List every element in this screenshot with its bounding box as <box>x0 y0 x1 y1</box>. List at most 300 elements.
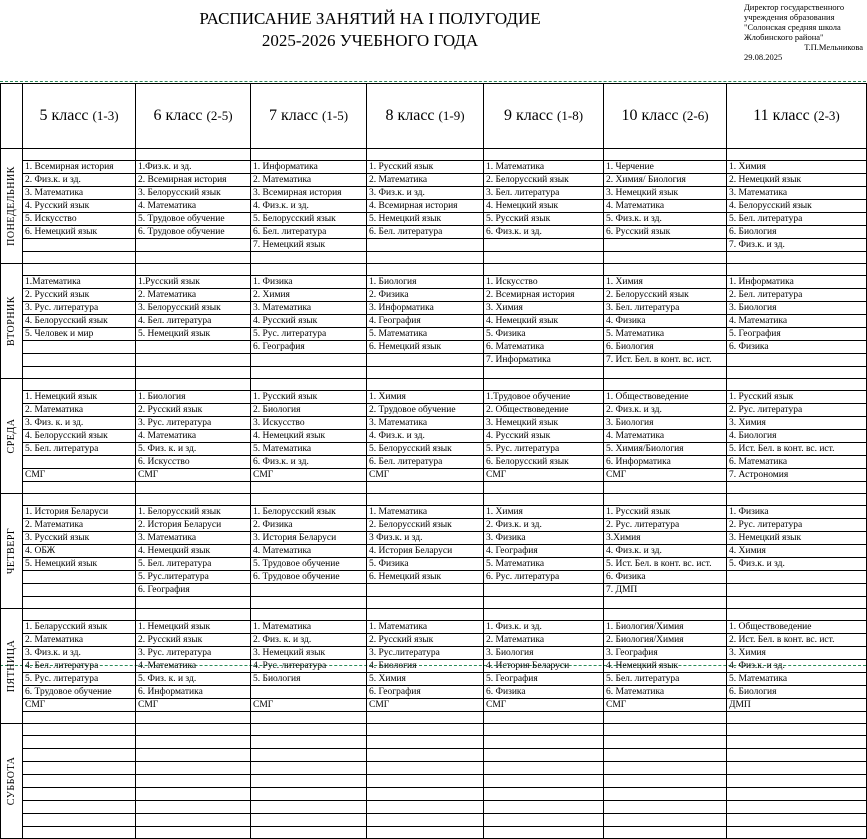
day-label <box>1 264 23 379</box>
lesson-cell: 1. Русский язык <box>727 391 867 404</box>
gap-cell <box>484 264 604 276</box>
gap-cell <box>136 252 251 264</box>
lesson-cell: 2. Математика <box>251 174 367 187</box>
lesson-cell: 1. Немецкий язык <box>136 621 251 634</box>
class-header <box>136 84 251 149</box>
lesson-cell <box>604 239 727 252</box>
lesson-cell: 5. Бел. литература <box>136 558 251 571</box>
lesson-row <box>1 226 867 239</box>
lesson-cell: 4. Русский язык <box>251 315 367 328</box>
lesson-cell: 6. География <box>367 686 484 699</box>
gap-cell <box>251 712 367 724</box>
lesson-cell: 5. Математика <box>367 328 484 341</box>
lesson-cell: 1. Информатика <box>727 276 867 289</box>
lesson-row <box>1 315 867 328</box>
lesson-cell: 5. Физ.к. и зд. <box>727 558 867 571</box>
lesson-cell: 2. Физ.к. и зд. <box>484 519 604 532</box>
gap-cell <box>136 712 251 724</box>
lesson-cell: 5. Рус. литература <box>23 673 136 686</box>
lesson-cell: 2. Русский язык <box>136 634 251 647</box>
lesson-cell: 1. Информатика <box>251 161 367 174</box>
gap-cell <box>367 724 484 736</box>
lesson-cell: 4. Математика <box>604 200 727 213</box>
lesson-cell <box>727 584 867 597</box>
lesson-cell: 5. Искусство <box>23 213 136 226</box>
lesson-cell <box>367 584 484 597</box>
lesson-cell: 2. Математика <box>23 404 136 417</box>
lesson-cell: 6. Рус. литература <box>484 571 604 584</box>
lesson-cell: 4. Математика <box>136 200 251 213</box>
lesson-row <box>1 558 867 571</box>
lesson-cell: 7. Астрономия <box>727 469 867 482</box>
approval-date: 29.08.2025 <box>744 52 783 62</box>
lesson-cell: 6. Биология <box>604 341 727 354</box>
lesson-row <box>1 699 867 712</box>
gap-cell <box>23 379 136 391</box>
lesson-row <box>1 354 867 367</box>
lesson-cell: 2. Белорусский язык <box>484 174 604 187</box>
lesson-cell: 3.Химия <box>604 532 727 545</box>
lesson-cell: 3. Немецкий язык <box>251 647 367 660</box>
approval-line: учреждения образования <box>744 12 835 22</box>
lesson-cell: 4. Русский язык <box>23 200 136 213</box>
lesson-row <box>1 200 867 213</box>
gap-cell <box>727 482 867 494</box>
class-header-row <box>1 84 867 149</box>
lesson-cell: СМГ <box>251 469 367 482</box>
lesson-cell: СМГ <box>23 699 136 712</box>
lesson-cell: 6. Физика <box>484 686 604 699</box>
lesson-cell <box>604 775 727 788</box>
class-name: 6 класс <box>153 107 203 124</box>
schedule-table <box>0 83 867 839</box>
lesson-cell: 3. Немецкий язык <box>604 187 727 200</box>
lesson-cell: 3. Рус. литература <box>136 417 251 430</box>
lesson-cell: 3. Рус. литература <box>136 647 251 660</box>
gap-cell <box>251 252 367 264</box>
gap-cell <box>23 264 136 276</box>
gap-cell <box>23 597 136 609</box>
lesson-cell: 4. Биология <box>727 430 867 443</box>
lesson-cell: 2. Математика <box>23 634 136 647</box>
gap-cell <box>251 494 367 506</box>
lesson-cell: 1. Химия <box>727 161 867 174</box>
gap-cell <box>727 494 867 506</box>
lesson-cell: 2. Всемирная история <box>136 174 251 187</box>
gap-cell <box>136 609 251 621</box>
gap-cell <box>23 252 136 264</box>
lesson-cell <box>367 762 484 775</box>
day-name: ЧЕТВЕРГ <box>5 527 17 575</box>
lesson-cell <box>604 762 727 775</box>
gap-cell <box>727 724 867 736</box>
approval-signature: Т.П.Мельникова <box>804 42 863 52</box>
gap-cell <box>484 827 604 839</box>
lesson-row <box>1 276 867 289</box>
lesson-cell <box>367 239 484 252</box>
class-name: 5 класс <box>39 107 89 124</box>
lesson-cell <box>251 584 367 597</box>
day-gap-row <box>1 494 867 506</box>
class-name: 7 класс <box>268 107 319 124</box>
lesson-cell: 1.Русский язык <box>136 276 251 289</box>
lesson-cell <box>23 749 136 762</box>
lesson-cell: 5. Физ. к. и зд. <box>136 673 251 686</box>
lesson-cell: 2. Рус. литература <box>727 404 867 417</box>
lesson-cell: 6. Трудовое обучение <box>251 571 367 584</box>
lesson-cell: 3. Рус. литература <box>23 302 136 315</box>
lesson-cell: 2. Физ.к. и зд. <box>23 174 136 187</box>
day-gap-row <box>1 597 867 609</box>
lesson-cell: 7. Немецкий язык <box>251 239 367 252</box>
class-room: (1-9) <box>438 108 465 123</box>
gap-cell <box>604 149 727 161</box>
lesson-cell: 1. Математика <box>367 621 484 634</box>
lesson-cell <box>136 239 251 252</box>
lesson-cell: 6. Физика <box>604 571 727 584</box>
lesson-cell: 3. Математика <box>727 187 867 200</box>
lesson-row <box>1 328 867 341</box>
gap-cell <box>604 609 727 621</box>
lesson-cell: 5. Математика <box>727 673 867 686</box>
gap-cell <box>23 494 136 506</box>
lesson-row <box>1 239 867 252</box>
lesson-cell: 5. Немецкий язык <box>367 213 484 226</box>
lesson-cell: 1. Физ.к. и зд. <box>484 621 604 634</box>
class-name: 9 класс <box>503 107 554 124</box>
lesson-cell: 1. Обществоведение <box>604 391 727 404</box>
lesson-cell: 3. Химия <box>727 417 867 430</box>
lesson-cell: 3. Физика <box>484 532 604 545</box>
lesson-cell: СМГ <box>484 699 604 712</box>
lesson-cell: 7. Информатика <box>484 354 604 367</box>
lesson-cell <box>727 788 867 801</box>
lesson-cell: 4. Математика <box>604 430 727 443</box>
lesson-cell <box>484 762 604 775</box>
gap-cell <box>484 149 604 161</box>
lesson-cell: 6. Информатика <box>604 456 727 469</box>
gap-cell <box>136 827 251 839</box>
gap-cell <box>367 149 484 161</box>
gap-cell <box>136 149 251 161</box>
lesson-cell <box>727 571 867 584</box>
lesson-cell: 6. Математика <box>484 341 604 354</box>
lesson-row <box>1 814 867 827</box>
lesson-cell <box>484 775 604 788</box>
gap-cell <box>23 609 136 621</box>
lesson-cell <box>251 686 367 699</box>
lesson-cell: 2. Математика <box>136 289 251 302</box>
gap-cell <box>23 367 136 379</box>
day-name: ВТОРНИК <box>5 296 17 346</box>
lesson-cell <box>484 736 604 749</box>
day-gap-row <box>1 379 867 391</box>
lesson-row <box>1 673 867 686</box>
class-room: (1-5) <box>322 108 349 123</box>
lesson-cell: 2. Русский язык <box>23 289 136 302</box>
lesson-cell: 1. Биология <box>367 276 484 289</box>
lesson-cell: 2. Бел. литература <box>727 289 867 302</box>
lesson-cell: 6. Немецкий язык <box>367 341 484 354</box>
gap-cell <box>367 712 484 724</box>
gap-cell <box>23 712 136 724</box>
lesson-row <box>1 736 867 749</box>
lesson-cell <box>604 801 727 814</box>
day-gap-row <box>1 367 867 379</box>
lesson-cell <box>136 354 251 367</box>
gap-cell <box>484 609 604 621</box>
gap-cell <box>484 597 604 609</box>
lesson-cell: 2. Русский язык <box>136 404 251 417</box>
lesson-cell: 4. Немецкий язык <box>484 315 604 328</box>
lesson-cell: 6. География <box>136 584 251 597</box>
lesson-cell <box>367 354 484 367</box>
lesson-cell <box>23 354 136 367</box>
class-header <box>484 84 604 149</box>
day-name: СРЕДА <box>5 418 17 454</box>
title-line-2: 2025-2026 УЧЕБНОГО ГОДА <box>261 31 479 50</box>
day-label <box>1 609 23 724</box>
title-line-1: РАСПИСАНИЕ ЗАНЯТИЙ НА I ПОЛУГОДИЕ <box>199 9 541 28</box>
lesson-row <box>1 801 867 814</box>
lesson-cell: 2. Химия <box>251 289 367 302</box>
lesson-cell <box>484 814 604 827</box>
gap-cell <box>604 494 727 506</box>
lesson-cell <box>136 775 251 788</box>
gap-cell <box>23 827 136 839</box>
lesson-cell: 3. Немецкий язык <box>484 417 604 430</box>
lesson-cell: 7. Ист. Бел. в конт. вс. ист. <box>604 354 727 367</box>
lesson-row <box>1 174 867 187</box>
gap-cell <box>367 482 484 494</box>
lesson-row <box>1 506 867 519</box>
gap-cell <box>367 264 484 276</box>
day-gap-row <box>1 827 867 839</box>
lesson-cell <box>23 736 136 749</box>
gap-cell <box>484 367 604 379</box>
gap-cell <box>604 724 727 736</box>
lesson-row <box>1 749 867 762</box>
lesson-cell <box>604 814 727 827</box>
lesson-row <box>1 584 867 597</box>
lesson-cell: СМГ <box>136 469 251 482</box>
lesson-cell <box>23 584 136 597</box>
lesson-cell <box>136 762 251 775</box>
lesson-cell: 7. Физ.к. и зд. <box>727 239 867 252</box>
lesson-cell <box>251 354 367 367</box>
lesson-cell: 1. Всемирная история <box>23 161 136 174</box>
lesson-cell: 1. Искусство <box>484 276 604 289</box>
gap-cell <box>251 149 367 161</box>
lesson-cell: 6. Физика <box>727 341 867 354</box>
lesson-cell <box>727 814 867 827</box>
lesson-cell: 4. Немецкий язык <box>604 660 727 673</box>
gap-cell <box>23 482 136 494</box>
lesson-cell: 1. Русский язык <box>367 161 484 174</box>
gap-cell <box>727 379 867 391</box>
lesson-cell: 6. Немецкий язык <box>367 571 484 584</box>
lesson-cell: 1. Математика <box>367 506 484 519</box>
lesson-cell <box>23 788 136 801</box>
gap-cell <box>727 827 867 839</box>
lesson-row <box>1 302 867 315</box>
lesson-cell: 5. Физика <box>367 558 484 571</box>
lesson-cell <box>23 341 136 354</box>
lesson-row <box>1 289 867 302</box>
lesson-cell: СМГ <box>367 469 484 482</box>
lesson-cell: 2. Математика <box>484 634 604 647</box>
lesson-cell: 5. Рус. литература <box>484 443 604 456</box>
gap-cell <box>251 827 367 839</box>
lesson-cell: 5. Немецкий язык <box>136 328 251 341</box>
gap-cell <box>604 597 727 609</box>
lesson-cell: 5. Биология <box>251 673 367 686</box>
lesson-cell: 3. Математика <box>251 302 367 315</box>
lesson-cell: 1. Обществоведение <box>727 621 867 634</box>
lesson-cell: 3. Математика <box>136 532 251 545</box>
lesson-cell: 1. Черчение <box>604 161 727 174</box>
lesson-cell <box>136 801 251 814</box>
gap-cell <box>367 367 484 379</box>
lesson-cell: 1. Биология <box>136 391 251 404</box>
lesson-cell <box>484 584 604 597</box>
lesson-row <box>1 621 867 634</box>
lesson-row <box>1 430 867 443</box>
lesson-row <box>1 571 867 584</box>
lesson-cell: СМГ <box>251 699 367 712</box>
gap-cell <box>484 379 604 391</box>
lesson-cell: СМГ <box>367 699 484 712</box>
lesson-cell <box>367 788 484 801</box>
lesson-cell: ДМП <box>727 699 867 712</box>
lesson-cell: 1. Русский язык <box>251 391 367 404</box>
lesson-cell: 3. Бел. литература <box>604 302 727 315</box>
day-label <box>1 724 23 839</box>
approval-block <box>744 2 867 62</box>
lesson-cell: 6. Математика <box>727 456 867 469</box>
lesson-cell: 5. География <box>727 328 867 341</box>
lesson-cell: 3. Немецкий язык <box>727 532 867 545</box>
lesson-cell <box>251 775 367 788</box>
lesson-row <box>1 417 867 430</box>
class-name: 11 класс <box>753 107 810 124</box>
lesson-cell: 4. Физ.к. и зд. <box>367 430 484 443</box>
gap-cell <box>251 264 367 276</box>
lesson-cell: 2. Физика <box>251 519 367 532</box>
class-room: (2-3) <box>813 108 840 123</box>
lesson-cell: 2. Химия/ Биология <box>604 174 727 187</box>
lesson-cell <box>367 814 484 827</box>
gap-cell <box>251 609 367 621</box>
approval-line: Директор государственного <box>744 2 845 12</box>
lesson-cell <box>23 456 136 469</box>
lesson-cell: 3. История Беларуси <box>251 532 367 545</box>
lesson-cell: 1.Физ.к. и зд. <box>136 161 251 174</box>
gap-cell <box>136 482 251 494</box>
lesson-cell: 2. Всемирная история <box>484 289 604 302</box>
gap-cell <box>23 724 136 736</box>
class-room: (2-5) <box>206 108 233 123</box>
class-header <box>23 84 136 149</box>
gap-cell <box>367 379 484 391</box>
gap-cell <box>367 827 484 839</box>
lesson-cell: 5. Трудовое обучение <box>136 213 251 226</box>
lesson-cell: 4. Химия <box>727 545 867 558</box>
lesson-cell <box>367 801 484 814</box>
lesson-cell: 5. Белорусский язык <box>367 443 484 456</box>
lesson-cell: 4. Физ.к. и зд. <box>251 200 367 213</box>
day-name: ПОНЕДЕЛЬНИК <box>5 166 17 246</box>
lesson-cell: 3. Искусство <box>251 417 367 430</box>
gap-cell <box>136 379 251 391</box>
lesson-cell: 6. Трудовое обучение <box>23 686 136 699</box>
class-header <box>727 84 867 149</box>
lesson-cell: 6. Бел. литература <box>367 226 484 239</box>
lesson-cell: 3. Биология <box>727 302 867 315</box>
lesson-cell: 5. Математика <box>484 558 604 571</box>
lesson-cell: 4. ОБЖ <box>23 545 136 558</box>
lesson-cell <box>727 736 867 749</box>
lesson-cell: 4. Русский язык <box>484 430 604 443</box>
lesson-cell <box>484 749 604 762</box>
lesson-cell <box>23 801 136 814</box>
lesson-cell: 6. Физ.к. и зд. <box>251 456 367 469</box>
lesson-cell: 3. Биология <box>484 647 604 660</box>
lesson-row <box>1 391 867 404</box>
lesson-cell: 2. Русский язык <box>367 634 484 647</box>
lesson-cell <box>727 801 867 814</box>
gap-cell <box>604 264 727 276</box>
lesson-cell: 6. География <box>251 341 367 354</box>
lesson-cell: 4. История Беларуси <box>484 660 604 673</box>
lesson-cell <box>251 749 367 762</box>
lesson-cell <box>604 749 727 762</box>
day-name: СУББОТА <box>5 756 17 806</box>
lesson-cell <box>727 354 867 367</box>
lesson-cell <box>251 801 367 814</box>
lesson-cell: 5. Математика <box>251 443 367 456</box>
lesson-cell <box>136 749 251 762</box>
gap-cell <box>727 597 867 609</box>
lesson-cell: СМГ <box>484 469 604 482</box>
gap-cell <box>251 379 367 391</box>
lesson-cell: 4. Рус. литература <box>251 660 367 673</box>
day-gap-row <box>1 149 867 161</box>
class-name: 10 класс <box>621 107 679 124</box>
lesson-cell: 7. ДМП <box>604 584 727 597</box>
gap-cell <box>136 264 251 276</box>
lesson-cell: 2. Рус. литература <box>604 519 727 532</box>
lesson-cell: 4. Биология <box>367 660 484 673</box>
class-name: 8 класс <box>385 107 435 124</box>
gap-cell <box>604 482 727 494</box>
gap-cell <box>484 494 604 506</box>
lesson-cell: 2. Математика <box>23 519 136 532</box>
lesson-cell: 3. Физ.к. и зд. <box>367 187 484 200</box>
lesson-cell: 2. Ист. Бел. в конт. вс. ист. <box>727 634 867 647</box>
lesson-cell <box>136 788 251 801</box>
lesson-cell: 5. Химия <box>367 673 484 686</box>
class-room: (1-3) <box>92 108 119 123</box>
lesson-cell: 1. Химия <box>484 506 604 519</box>
lesson-cell: 2. История Беларуси <box>136 519 251 532</box>
lesson-cell: 2. Физ.к. и зд. <box>604 404 727 417</box>
class-header <box>604 84 727 149</box>
gap-cell <box>727 252 867 264</box>
lesson-cell: 3. Химия <box>727 647 867 660</box>
lesson-cell: 6. Биология <box>727 686 867 699</box>
lesson-row <box>1 532 867 545</box>
